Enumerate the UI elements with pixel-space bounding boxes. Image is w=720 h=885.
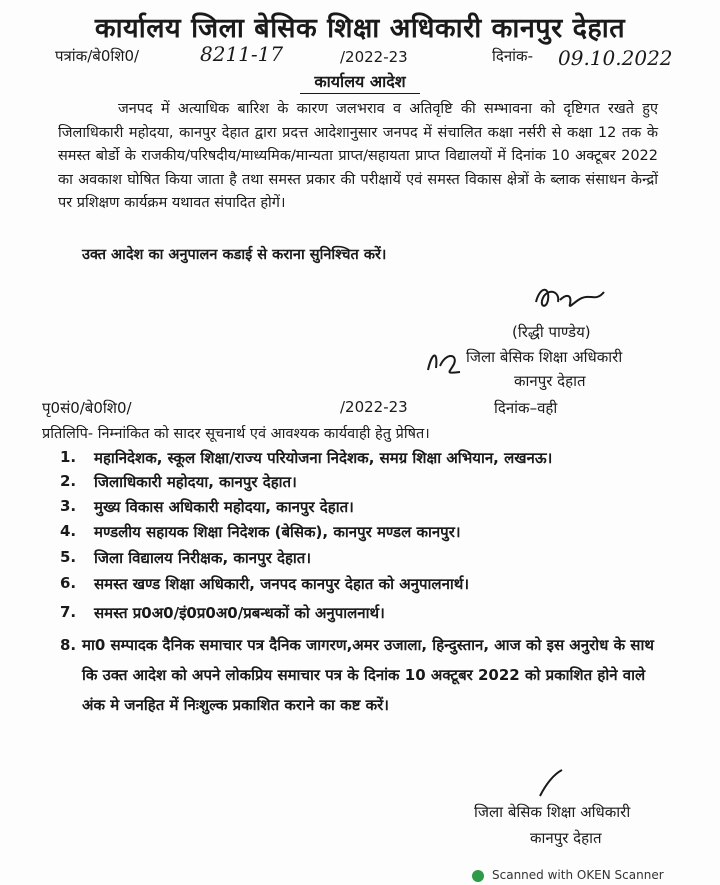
recipient-number: 6. [60,574,77,592]
recipient-text: जिला विद्यालय निरीक्षक, कानपुर देहात। [94,549,312,567]
recipient-text: मा0 सम्पादक दैनिक समाचार पत्र दैनिक जागरण,अमर उजाला, हिन्दुस्तान, आज को इस अनुरोध के साथ कि उक्त आदेश को अपने लोकप्रिय समाचार पत्र के दिनांक 10 अक्टूबर 2022 को प्रकाशित होने वाले अंक मे जनहित में निःशुल्क प्रकाशित कराने का कष्ट करें। [82,636,654,714]
date-handwritten: 09.10.2022 [558,46,673,70]
recipient-number: 5. [60,548,77,566]
recipient-number: 2. [60,472,77,490]
initial-mark [424,344,464,378]
ref-year: /2022-23 [340,48,408,66]
signatory-place: कानपुर देहात [514,372,586,390]
recipient-text: महानिदेशक, स्कूल शिक्षा/राज्य परियोजना निदेशक, समग्र शिक्षा अभियान, लखनऊ। [94,449,553,467]
copy-ref-prefix: पृ0सं0/बे0शि0/ [42,399,132,417]
signature-mark-bottom [536,766,566,800]
recipient-text: मण्डलीय सहायक शिक्षा निदेशक (बेसिक), कानपुर मण्डल कानपुर। [94,523,461,541]
ref-number-handwritten: 8211-17 [200,42,284,66]
recipient-number: 4. [60,522,77,540]
order-title-underline [300,93,420,94]
recipient-number: 1. [60,448,77,466]
recipient-number: 3. [60,497,77,515]
copy-ref-date: दिनांक–वही [494,399,558,417]
signatory-designation: जिला बेसिक शिक्षा अधिकारी [466,348,623,366]
office-title: कार्यालय जिला बेसिक शिक्षा अधिकारी कानपुर देहात [94,13,626,44]
scanner-logo-icon [472,870,484,882]
recipient-text: समस्त खण्ड शिक्षा अधिकारी, जनपद कानपुर देहात को अनुपालनार्थ। [94,575,470,593]
ref-prefix: पत्रांक/बे0शि0/ [55,47,140,65]
order-paragraph-2: उक्त आदेश का अनुपालन कडाई से कराना सुनिश्चित करें। [82,247,387,263]
order-title: कार्यालय आदेश [314,72,406,91]
recipient-text: समस्त प्र0अ0/इं0प्र0अ0/प्रबन्धकों को अनुपालनार्थ। [94,604,385,622]
bottom-signatory-designation: जिला बेसिक शिक्षा अधिकारी [474,803,631,821]
scanner-watermark [472,868,664,882]
date-label: दिनांक- [492,47,533,65]
scanner-watermark-text: Scanned with OKEN Scanner [492,868,664,882]
signature-mark-top [530,280,610,316]
recipient-text: जिलाधिकारी महोदया, कानपुर देहात। [94,473,297,491]
recipient-number: 8. [60,636,77,654]
copy-intro: प्रतिलिपि- निम्नांकित को सादर सूचनार्थ एवं आवश्यक कार्यवाही हेतु प्रेषित। [42,426,430,442]
signatory-name: (रिद्धी पाण्डेय) [512,323,591,341]
bottom-signatory-place: कानपुर देहात [530,829,602,847]
order-paragraph-1: जनपद में अत्याधिक बारिश के कारण जलभराव व अतिवृष्टि की सम्भावना को दृष्टिगत रखते हुए जिलाधिकारी महोदया, कानपुर देहात द्वारा प्रदत्त आदेशानुसार जनपद में संचालित कक्षा नर्सरी से कक्षा 12 तक के समस्त बोर्डो के राजकीय/परिषदीय/माध्यमिक/मान्यता प्राप्त/सहायता प्राप्त विद्यालयों में दिनांक 10 अक्टूबर 2022 का अवकाश घोषित किया जाता है तथा समस्त प्रकार की परीक्षायें एवं समस्त विकास क्षेत्रों के ब्लाक संसाधन केन्द्रों पर प्रशिक्षण कार्यक्रम यथावत संपादित होगें। [58,101,658,211]
recipient-number: 7. [60,603,77,621]
copy-ref-year: /2022-23 [340,398,408,416]
recipient-text: मुख्य विकास अधिकारी महोदया, कानपुर देहात। [94,498,354,516]
